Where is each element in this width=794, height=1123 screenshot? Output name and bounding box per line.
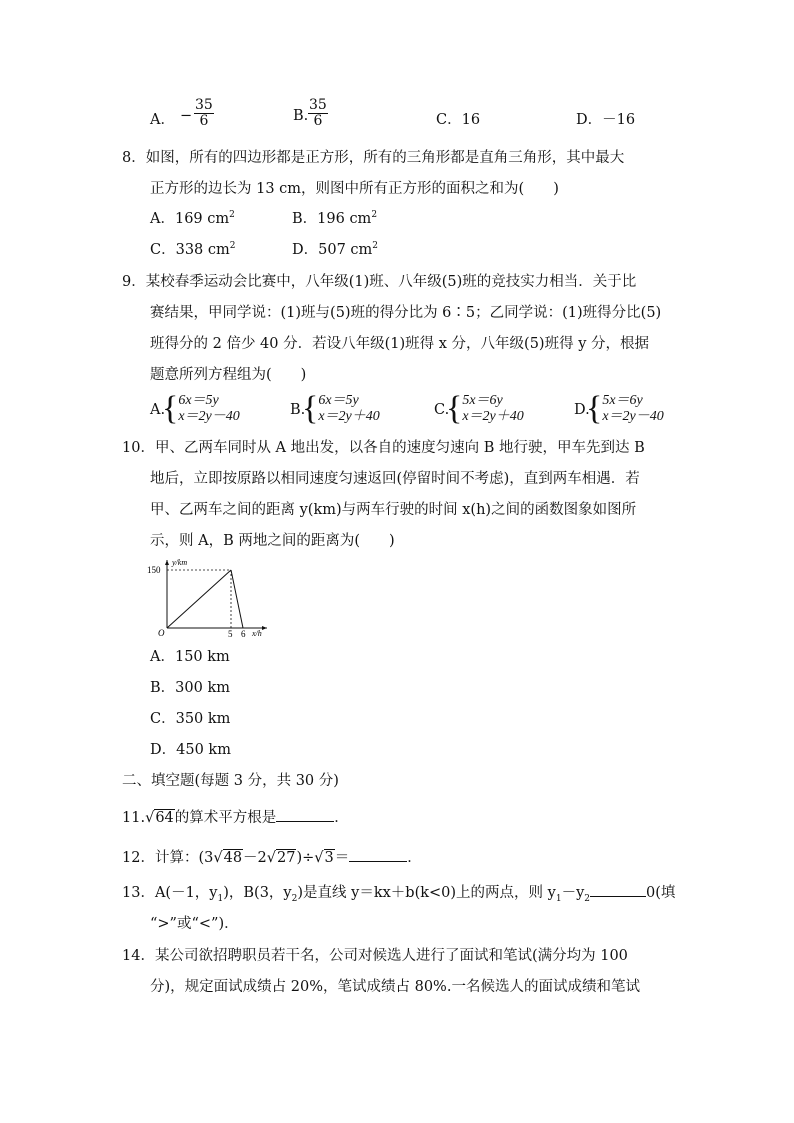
q11-radicand: 64: [155, 810, 174, 826]
graph-xlabel: x/h: [252, 629, 262, 638]
q10-line1: 10．甲、乙两车同时从 A 地出发，以各自的速度匀速向 B 地行驶，甲车先到达 B: [122, 440, 645, 456]
q7-option-b-fraction: [308, 98, 328, 128]
q7-a-numerator: 35: [195, 97, 213, 113]
q10-line4: 示，则 A，B 两地之间的距离为( ): [150, 533, 395, 549]
q7-a-denominator: 6: [199, 112, 209, 129]
q11: 11.√64的算术平方根是 ．: [122, 806, 349, 827]
q9-option-d-system: {5x＝6y x＝2y－40: [586, 390, 664, 427]
graph-ylabel: y/km: [172, 558, 188, 567]
q9-line3: 班得分的 2 倍少 40 分．若设八年级(1)班得 x 分，八年级(5)班得 y 分，根据: [150, 336, 649, 352]
graph-origin-label: O: [158, 628, 165, 638]
q7-option-d: D．－16: [576, 112, 636, 128]
q7-option-c: C．16: [436, 112, 481, 128]
q9-option-b-label: B.: [290, 402, 306, 418]
q13-answer-blank: [590, 882, 646, 897]
q9-option-a-label: A.: [150, 402, 166, 418]
q10-option-b: B．300 km: [150, 680, 230, 696]
q9-line4: 题意所列方程组为( ): [150, 367, 307, 383]
q12-answer-blank: [349, 847, 407, 862]
q7-option-a-fraction: [194, 98, 214, 128]
q8-line2: 正方形的边长为 13 cm，则图中所有正方形的面积之和为( ): [150, 181, 559, 197]
q9-option-d-label: D.: [574, 402, 590, 418]
graph-rising-segment: [167, 570, 231, 628]
q9-line1: 9．某校春季运动会比赛中，八年级(1)班、八年级(5)班的竞技实力相当．关于比: [122, 274, 637, 290]
q9-options: [150, 392, 690, 432]
q7-b-denominator: 6: [313, 112, 323, 129]
q10-line3: 甲、乙两车之间的距离 y(km)与两车行驶的时间 x(h)之间的函数图象如图所: [150, 502, 637, 518]
q10-option-a: A．150 km: [150, 649, 230, 665]
q9-option-c-system: {5x＝6y x＝2y＋40: [446, 390, 524, 427]
q10-distance-time-graph: [145, 556, 275, 640]
q13-line1: 13．A(－1，$y_1$)，B(3，$y_2$)是直线 y＝kx＋b(k<0)上的两点，则 $y_1-y_2$ 0(填: [122, 881, 675, 904]
q9-line2: 赛结果，甲同学说：(1)班与(5)班的得分比为 6∶5；乙同学说：(1)班得分比(5): [150, 305, 662, 321]
x-axis-arrow: [262, 626, 267, 630]
q7-option-a-sign: −: [180, 108, 193, 124]
q8-option-d: D．507 $cm^2$: [292, 241, 379, 258]
q14-line2: 分)，规定面试成绩占 20%，笔试成绩占 80%.一名候选人的面试成绩和笔试: [150, 979, 640, 995]
q10-option-d: D．450 km: [150, 742, 231, 758]
q8-option-b: B．196 $cm^2$: [292, 210, 378, 227]
q7-options: [150, 98, 670, 138]
section-2-title: 二、填空题(每题 3 分，共 30 分): [122, 773, 339, 789]
y-axis-arrow: [165, 560, 169, 565]
q7-option-b-label: B.: [293, 108, 309, 124]
q11-answer-blank: [276, 807, 334, 822]
q13-line2: “>”或“<”)．: [150, 916, 239, 932]
graph-xtick-5: 5: [228, 629, 233, 639]
q14-line1: 14．某公司欲招聘职员若干名，公司对候选人进行了面试和笔试(满分均为 100: [122, 948, 628, 964]
graph-xtick-6: 6: [241, 629, 246, 639]
q12: 12．计算：(3√48－2√27)÷√3＝ ．: [122, 846, 422, 867]
q7-option-a-label: A．: [150, 112, 175, 128]
q10-line2: 地后，立即按原路以相同速度匀速返回(停留时间不考虑)，直到两车相遇．若: [150, 471, 640, 487]
q9-option-a-system: {6x＝5y x＝2y－40: [162, 390, 240, 427]
q8-line1: 8．如图，所有的四边形都是正方形，所有的三角形都是直角三角形，其中最大: [122, 150, 625, 166]
q9-option-c-label: C.: [434, 402, 450, 418]
q9-option-b-system: {6x＝5y x＝2y＋40: [302, 390, 380, 427]
graph-falling-segment: [231, 570, 243, 628]
graph-ytick-150: 150: [147, 565, 161, 575]
q10-option-c: C．350 km: [150, 711, 231, 727]
q7-b-numerator: 35: [309, 97, 327, 113]
q8-option-a: A．169 $cm^2$: [150, 210, 235, 227]
q8-option-c: C．338 $cm^2$: [150, 241, 236, 258]
